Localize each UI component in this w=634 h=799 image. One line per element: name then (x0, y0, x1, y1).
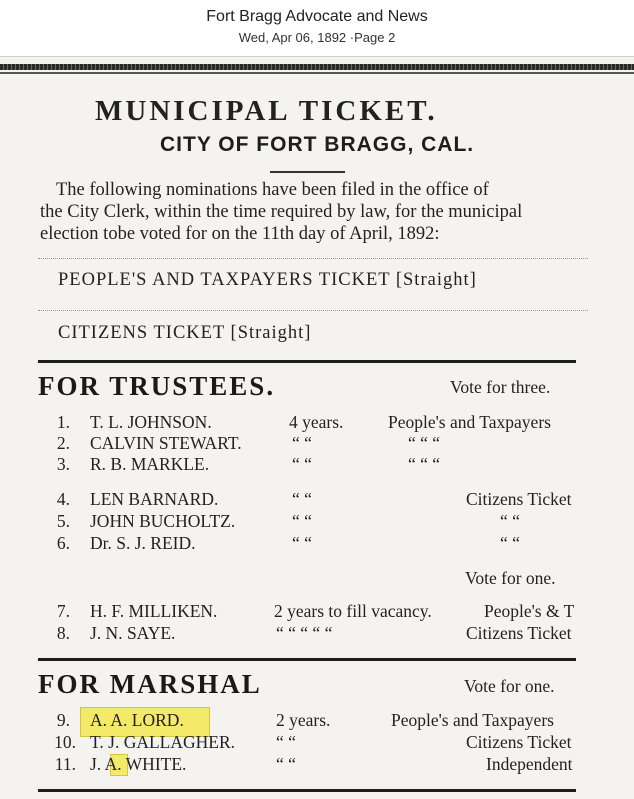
term: “ “ (292, 433, 312, 453)
short-divider (270, 171, 345, 173)
term: “ “ (292, 454, 312, 474)
intro-line-1: The following nominations have been filed in the office of (56, 180, 489, 200)
dotted-divider (38, 310, 588, 311)
top-border-rule-thin (0, 72, 634, 74)
party: “ “ “ (408, 454, 441, 474)
candidate-name: J. A. WHITE. (90, 754, 187, 774)
party: Citizens Ticket (466, 489, 572, 509)
term: “ “ (276, 732, 296, 752)
term: 2 years to fill vacancy. (274, 601, 432, 621)
row-number: 10. (54, 732, 76, 752)
row-number: 3. (56, 454, 70, 474)
trustees-vote-note-2: Vote for one. (465, 568, 556, 588)
candidate-name: T. J. GALLAGHER. (90, 732, 236, 752)
term: “ “ “ “ “ (276, 623, 333, 643)
term: 4 years. (289, 412, 344, 432)
section-rule (38, 658, 576, 661)
top-border-rule (0, 64, 634, 70)
candidate-name: J. N. SAYE. (90, 623, 176, 643)
row-number: 11. (54, 754, 76, 774)
term: “ “ (292, 489, 312, 509)
row-number: 7. (56, 601, 70, 621)
row-number: 5. (56, 511, 70, 531)
intro-line-2: the City Clerk, within the time required by law, for the municipal (40, 202, 523, 222)
city-heading: CITY OF FORT BRAGG, CAL. (160, 133, 475, 156)
party: People's and Taxpayers (391, 710, 554, 730)
term: “ “ (292, 533, 312, 553)
party: “ “ “ (408, 433, 441, 453)
section-rule (38, 360, 576, 363)
party: Citizens Ticket (466, 623, 572, 643)
party: People's & T (484, 601, 575, 621)
newspaper-clipping (0, 57, 634, 799)
candidate-name: JOHN BUCHOLTZ. (90, 511, 236, 531)
marshal-vote-note: Vote for one. (464, 676, 555, 696)
candidate-name: CALVIN STEWART. (90, 433, 242, 453)
candidate-name-highlighted: A. A. LORD. (90, 710, 184, 730)
party: Citizens Ticket (466, 732, 572, 752)
dotted-divider (38, 258, 588, 259)
term: “ “ (292, 511, 312, 531)
page-header (0, 0, 634, 56)
marshal-heading: FOR MARSHAL (38, 669, 262, 699)
intro-line-3: election tobe voted for on the 11th day of April, 1892: (40, 224, 440, 244)
row-number: 9. (56, 710, 70, 730)
section-rule (38, 789, 576, 792)
row-number: 2. (56, 433, 70, 453)
term: 2 years. (276, 710, 331, 730)
party: Independent (486, 754, 573, 774)
clipping-title: MUNICIPAL TICKET. (95, 95, 438, 127)
party: “ “ (500, 533, 520, 553)
party: People's and Taxpayers (388, 412, 551, 432)
candidate-name: R. B. MARKLE. (90, 454, 210, 474)
candidate-name: H. F. MILLIKEN. (90, 601, 218, 621)
ticket-peoples: PEOPLE'S AND TAXPAYERS TICKET [Straight] (58, 270, 477, 290)
party: “ “ (500, 511, 520, 531)
trustees-vote-note: Vote for three. (450, 377, 551, 397)
issue-date-page[interactable]: Wed, Apr 06, 1892 ·Page 2 (238, 30, 396, 45)
row-number: 6. (56, 533, 70, 553)
term: “ “ (276, 754, 296, 774)
candidate-name: T. L. JOHNSON. (90, 412, 212, 432)
ticket-citizens: CITIZENS TICKET [Straight] (58, 323, 312, 343)
candidate-name: Dr. S. J. REID. (90, 533, 196, 553)
candidate-name: LEN BARNARD. (90, 489, 219, 509)
publication-title[interactable]: Fort Bragg Advocate and News (206, 8, 428, 25)
row-number: 4. (56, 489, 70, 509)
row-number: 8. (56, 623, 70, 643)
row-number: 1. (56, 412, 70, 432)
trustees-heading: FOR TRUSTEES. (38, 371, 276, 401)
